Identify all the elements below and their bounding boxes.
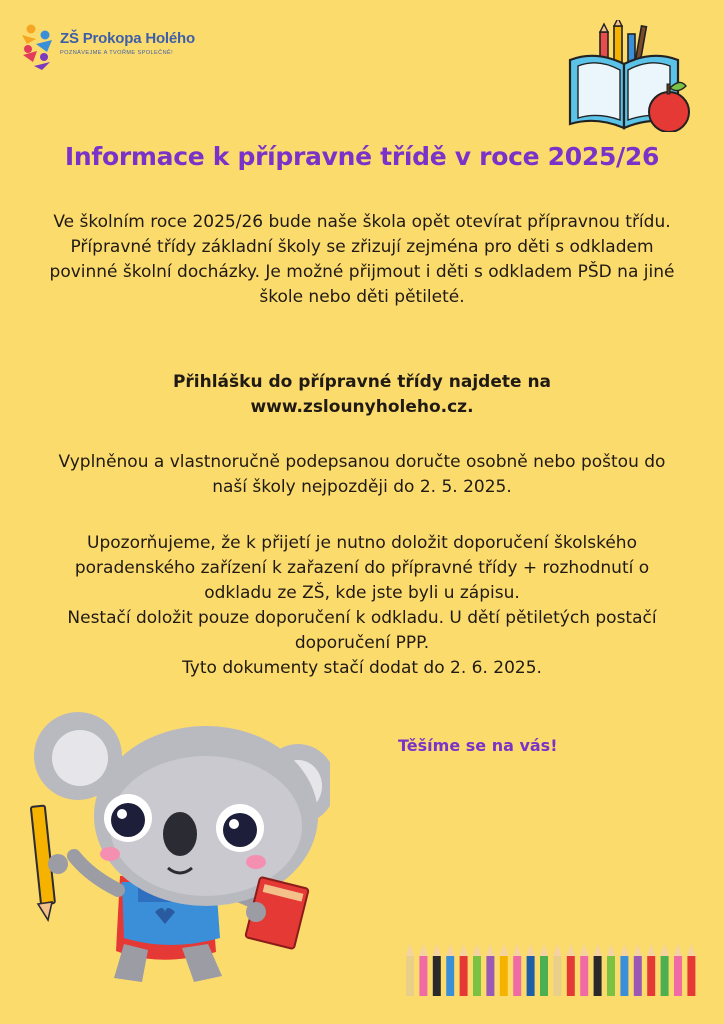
- delivery-line: naší školy nejpozději do 2. 5. 2025.: [212, 477, 512, 497]
- pencil-body: [580, 956, 588, 996]
- pencil-body: [513, 956, 521, 996]
- pencil-body: [433, 956, 441, 996]
- pencil-tip: [661, 944, 669, 956]
- pencil-tip: [460, 944, 468, 956]
- intro-line: Ve školním roce 2025/26 bude naše škola opět otevírat přípravnou třídu.: [53, 212, 671, 232]
- application-website-link[interactable]: www.zslounyholeho.cz.: [250, 397, 474, 417]
- pencil-tip: [647, 944, 655, 956]
- pencil-tip: [620, 944, 628, 956]
- pencil-tip: [634, 944, 642, 956]
- notice-line: doporučení PPP.: [294, 633, 430, 653]
- pencil-tip: [406, 944, 414, 956]
- pencil-body: [620, 956, 628, 996]
- pencil-tip: [607, 944, 615, 956]
- pencil-body: [553, 956, 561, 996]
- notice-line: Upozorňujeme, že k přijetí je nutno doložit doporučení školského: [87, 533, 637, 553]
- book-pencils-apple-icon: [566, 20, 692, 132]
- pencil-tip: [553, 944, 561, 956]
- pencil-tip: [594, 944, 602, 956]
- delivery-paragraph: [40, 450, 684, 500]
- pencil-tip: [433, 944, 441, 956]
- pencil-body: [674, 956, 682, 996]
- notice-line: Nestačí doložit pouze doporučení k odkladu. U dětí pětiletých postačí: [67, 608, 657, 628]
- notice-line: Tyto dokumenty stačí dodat do 2. 6. 2025.: [182, 658, 542, 678]
- pencil-body: [527, 956, 535, 996]
- pencil-body: [446, 956, 454, 996]
- pencil-tip: [486, 944, 494, 956]
- pencil-body: [406, 956, 414, 996]
- pencil-body: [661, 956, 669, 996]
- pencil-body: [460, 956, 468, 996]
- notice-line: odkladu ze ZŠ, kde jste byli u zápisu.: [204, 583, 520, 603]
- school-logo: [20, 22, 210, 74]
- pencil-tip: [527, 944, 535, 956]
- school-figures-logo-icon: [20, 22, 56, 72]
- pencil-body: [594, 956, 602, 996]
- pencil-tip: [500, 944, 508, 956]
- pencil-body: [634, 956, 642, 996]
- pencil-tip: [580, 944, 588, 956]
- intro-line: škole nebo děti pětileté.: [259, 287, 465, 307]
- notice-line: poradenského zařízení k zařazení do přípravné třídy + rozhodnutí o: [74, 558, 650, 578]
- colored-pencils-row-illustration: [400, 944, 700, 998]
- pencil-tip: [419, 944, 427, 956]
- intro-paragraph: [40, 210, 684, 310]
- koala-mascot-illustration: [30, 706, 330, 996]
- pencil-tip: [674, 944, 682, 956]
- logo-school-name: ZŠ Prokopa Holého: [60, 30, 195, 47]
- pencil-body: [473, 956, 481, 996]
- intro-line: Přípravné třídy základní školy se zřizují zejména pro děti s odkladem: [70, 237, 654, 257]
- intro-line: povinné školní docházky. Je možné přijmout i děti s odkladem PŠD na jiné: [49, 262, 675, 282]
- application-paragraph: [40, 370, 684, 420]
- pencil-tip: [446, 944, 454, 956]
- application-line: Přihlášku do přípravné třídy najdete na: [172, 372, 552, 392]
- pencil-tip: [567, 944, 575, 956]
- pencil-body: [567, 956, 575, 996]
- pencil-tip: [513, 944, 521, 956]
- greeting: Těšíme se na vás!: [398, 736, 558, 755]
- page-title: Informace k přípravné třídě v roce 2025/26: [64, 142, 660, 171]
- pencil-body: [486, 956, 494, 996]
- pencil-tip: [687, 944, 695, 956]
- pencil-body: [647, 956, 655, 996]
- pencil-tip: [473, 944, 481, 956]
- pencil-tip: [540, 944, 548, 956]
- notice-paragraph: [40, 531, 684, 681]
- pencil-body: [500, 956, 508, 996]
- delivery-line: Vyplněnou a vlastnoručně podepsanou doručte osobně nebo poštou do: [58, 452, 666, 472]
- pencil-body: [687, 956, 695, 996]
- pencil-body: [540, 956, 548, 996]
- pencil-body: [419, 956, 427, 996]
- logo-tagline: POZNÁVEJME A TVOŘME SPOLEČNĚ!: [60, 50, 174, 56]
- pencil-body: [607, 956, 615, 996]
